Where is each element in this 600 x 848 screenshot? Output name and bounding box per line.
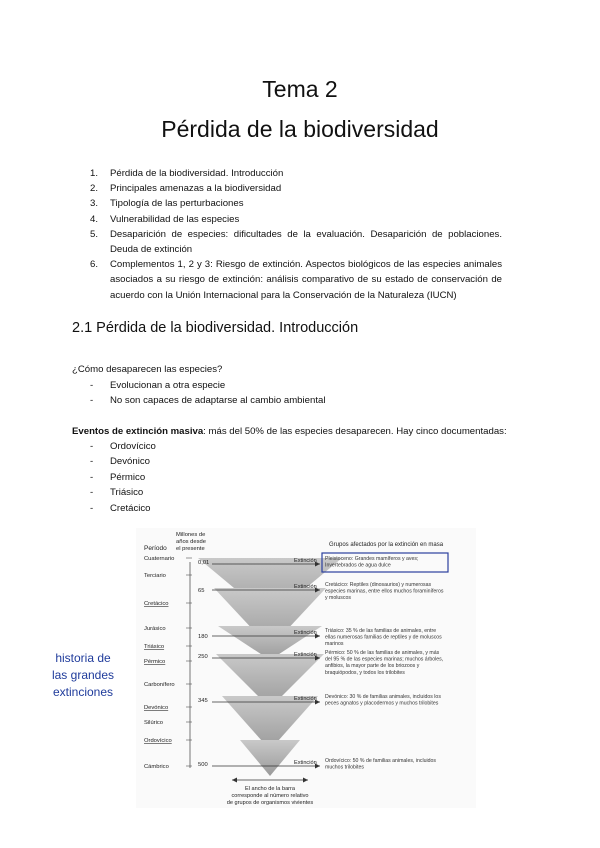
list-item: - Devónico	[90, 454, 156, 469]
extinction-label: Extinción	[294, 652, 317, 658]
period-label: Carbonífero	[144, 682, 175, 688]
col-millones-2: años desde	[176, 539, 206, 545]
extinction-label: Extinción	[294, 584, 317, 590]
toc-item: 2. Principales amenazas a la biodiversidad	[90, 183, 282, 195]
col-millones-1: Millones de	[176, 532, 206, 538]
extinction-label: Extinción	[294, 558, 317, 564]
eventos-bold: Eventos de extinción masiva	[72, 426, 204, 437]
period-label: Cuaternario	[144, 556, 175, 562]
question-list	[90, 378, 325, 409]
list-item: - Cretácico	[90, 501, 156, 516]
eventos-rest: : más del 50% de las especies desaparecen. Hay cinco documentadas:	[203, 426, 507, 437]
extinction-label: Extinción	[294, 760, 317, 766]
caption-line-1: El ancho de la barra	[244, 786, 296, 792]
question-text: ¿Cómo desaparecen las especies?	[72, 364, 223, 375]
period-label: Pérmico	[144, 659, 166, 665]
toc-item: 5. Desaparición de especies: dificultades de la evaluación. Desaparición de poblaciones. Deuda de extinción	[90, 228, 502, 256]
list-item: - Ordovícico	[90, 439, 156, 454]
age-label: 65	[198, 588, 205, 594]
period-label: Cámbrico	[144, 764, 169, 770]
period-label: Ordovícico	[144, 738, 172, 744]
title-line-1: Tema 2	[262, 76, 338, 102]
toc-item: 6. Complementos 1, 2 y 3: Riesgo de extinción. Aspectos biológicos de las especies animales asociados a su riesgo de extinción: análisis comparativo de su estado de conservación de acuerdo con la Unión Internacional para la Conservación de la Naturaleza (IUCN)	[90, 259, 502, 301]
event-text: Ordovícico: 50 % de familias animales, incluidos	[325, 758, 437, 764]
age-label: 345	[198, 698, 208, 704]
event-text: Devónico: 30 % de familias animales, incluidos los	[325, 694, 441, 700]
period-label: Cretácico	[144, 601, 169, 607]
side-label: historia de las grandes extinciones	[51, 651, 115, 699]
toc-item: 1. Pérdida de la biodiversidad. Introducción	[90, 168, 284, 179]
extinction-label: Extinción	[294, 696, 317, 702]
eventos-list	[90, 439, 156, 516]
caption-line-3: de grupos de organismos vivientes	[226, 800, 314, 806]
period-label: Terciario	[144, 573, 166, 579]
event-text: Invertebrados de agua dulce	[325, 562, 391, 569]
period-label: Devónico	[144, 705, 169, 711]
event-text: y moluscos	[325, 595, 351, 602]
table-of-contents	[90, 166, 502, 303]
age-label: 180	[198, 634, 208, 640]
list-item: - Triásico	[90, 485, 156, 500]
event-text: peces agnatos y placodermos y muchos trilobites	[325, 700, 439, 707]
age-label: 250	[198, 654, 208, 660]
event-text: Pleistoceno: Grandes mamíferos y aves;	[325, 556, 419, 562]
toc-item: 3. Tipología de las perturbaciones	[90, 198, 244, 210]
event-text: marinos	[325, 641, 344, 648]
event-text: anfibios, la mayor parte de los briozoos y	[325, 663, 420, 670]
period-label: Jurásico	[144, 626, 166, 632]
list-item: - Evolucionan a otra especie	[90, 378, 325, 393]
age-label: 0,01	[198, 560, 210, 566]
event-text: especies marinas, entre ellos muchos foraminíferos	[325, 588, 444, 595]
title-line-2: Pérdida de la biodiversidad	[161, 116, 439, 142]
event-text: Triásico: 35 % de las familias de animales, entre	[325, 628, 437, 634]
age-label: 500	[198, 762, 208, 768]
period-label: Silúrico	[144, 720, 164, 726]
event-text: del 95 % de las especies marinas; muchos árboles,	[325, 656, 444, 663]
col-millones-3: el presente	[176, 546, 205, 552]
event-text: ellas numerosas familias de reptiles y de moluscos	[325, 634, 442, 641]
event-text: braquiópodos, y todos los trilobites	[325, 669, 405, 676]
event-text: muchos trilobites	[325, 764, 364, 771]
col-grupos: Grupos afectados por la extinción en masa	[329, 542, 444, 548]
col-periodo: Período	[144, 545, 167, 552]
extinction-figure	[136, 528, 476, 808]
list-item: - No son capaces de adaptarse al cambio ambiental	[90, 393, 325, 408]
caption-line-2: corresponde al número relativo	[231, 793, 309, 799]
eventos-paragraph	[72, 426, 507, 437]
toc-item: 4. Vulnerabilidad de las especies	[90, 213, 240, 225]
period-label: Triásico	[144, 644, 165, 650]
extinction-label: Extinción	[294, 630, 317, 636]
list-item: - Pérmico	[90, 470, 156, 485]
event-text: Pérmico: 50 % de las familias de animales, y más	[325, 650, 440, 656]
section-heading: 2.1 Pérdida de la biodiversidad. Introducción	[72, 320, 359, 336]
event-text: Cretácico: Reptiles (dinosaurios) y numerosas	[325, 582, 432, 588]
